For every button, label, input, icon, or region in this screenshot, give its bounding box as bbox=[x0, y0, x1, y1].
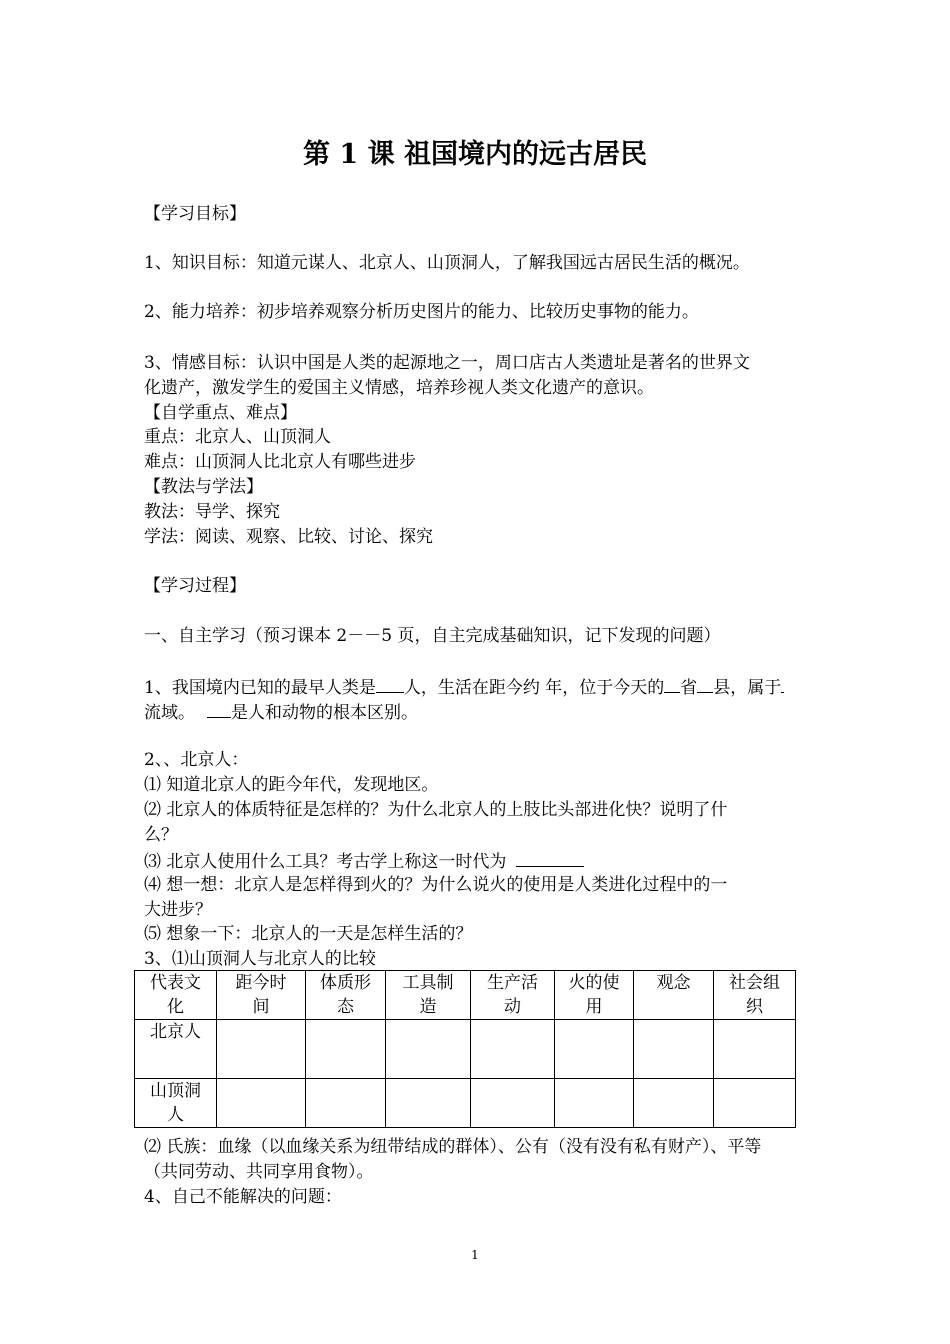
q1-text-b: 人，生活在距今约 年，位于今天的 bbox=[403, 678, 665, 698]
table-header-row bbox=[135, 971, 796, 1020]
header-age bbox=[217, 971, 306, 1020]
goals-heading: 【学习目标】 bbox=[144, 204, 246, 224]
header-text: 用 bbox=[585, 997, 603, 1017]
table-cell[interactable] bbox=[555, 1079, 634, 1128]
question-2-5: ⑸ 想象一下：北京人的一天是怎样生活的？ bbox=[144, 924, 473, 944]
goal-emotion-line1: 3、情感目标：认识中国是人类的起源地之一，周口店古人类遗址是著名的世界文 bbox=[144, 353, 750, 373]
q1-text-f: 是人和动物的根本区别。 bbox=[231, 703, 418, 723]
table-cell[interactable] bbox=[386, 1020, 471, 1079]
focus-key: 重点：北京人、山顶洞人 bbox=[144, 427, 331, 447]
blank-era-name[interactable] bbox=[516, 849, 584, 867]
blank-fundamental-difference[interactable] bbox=[207, 700, 231, 718]
q1-text-a: 1、我国境内已知的最早人类是 bbox=[144, 678, 376, 698]
table-cell[interactable] bbox=[634, 1079, 714, 1128]
header-text: 工具制 bbox=[402, 973, 454, 993]
row-label-upper-cave-man bbox=[135, 1079, 217, 1128]
question-1-line2 bbox=[144, 700, 418, 724]
blank-province[interactable] bbox=[664, 675, 680, 693]
question-2-2-line1: ⑵ 北京人的体质特征是怎样的？为什么北京人的上肢比头部进化快？说明了什 bbox=[144, 800, 728, 820]
header-social-organization bbox=[714, 971, 796, 1020]
table-cell[interactable] bbox=[471, 1020, 555, 1079]
focus-heading: 【自学重点、难点】 bbox=[144, 403, 297, 423]
question-2-3 bbox=[144, 849, 584, 873]
header-text: 体质形 bbox=[320, 973, 371, 993]
question-3-heading: 3、⑴山顶洞人与北京人的比较 bbox=[144, 949, 376, 969]
header-text: 生产活 bbox=[487, 973, 538, 993]
header-text: 代表文 bbox=[150, 973, 201, 993]
header-text: 距今时 bbox=[235, 973, 287, 993]
header-text: 社会组 bbox=[729, 973, 780, 993]
header-text: 火的使 bbox=[568, 973, 620, 993]
page-title: 第 1 课 祖国境内的远古居民 bbox=[303, 139, 647, 170]
table-cell[interactable] bbox=[714, 1020, 796, 1079]
row-label-peking-man bbox=[135, 1020, 217, 1079]
table-cell[interactable] bbox=[217, 1020, 306, 1079]
table-cell[interactable] bbox=[306, 1079, 386, 1128]
header-fire bbox=[555, 971, 634, 1020]
header-text: 造 bbox=[419, 997, 437, 1017]
q1-text-c: 省 bbox=[680, 678, 698, 698]
question-2-2-line2: 么？ bbox=[144, 825, 178, 845]
table-row bbox=[135, 1079, 796, 1128]
header-beliefs bbox=[634, 971, 714, 1020]
row-label-text: 山顶洞 bbox=[150, 1081, 201, 1101]
question-2-4-line1: ⑷ 想一想：北京人是怎样得到火的？为什么说火的使用是人类进化过程中的一 bbox=[144, 875, 728, 895]
comparison-table bbox=[134, 970, 796, 1128]
clan-line2: （共同劳动、共同享用食物）。 bbox=[144, 1162, 374, 1182]
question-2-3-text: ⑶ 北京人使用什么工具？考古学上称这一时代为 bbox=[144, 852, 507, 872]
header-text: 态 bbox=[337, 997, 354, 1017]
clan-line1: ⑵ 氏族：血缘（以血缘关系为纽带结成的群体）、公有（没有没有私有财产）、平等 bbox=[144, 1137, 762, 1157]
blank-river[interactable] bbox=[781, 675, 784, 693]
focus-difficult: 难点：山顶洞人比北京人有哪些进步 bbox=[144, 452, 416, 472]
page-number: 1 bbox=[471, 1248, 479, 1262]
section-self-study: 一、自主学习（预习课本 2－－5 页，自主完成基础知识，记下发现的问题） bbox=[144, 626, 721, 646]
header-text: 动 bbox=[504, 997, 521, 1017]
question-2-heading: 2、、北京人： bbox=[144, 750, 249, 770]
table-cell[interactable] bbox=[634, 1020, 714, 1079]
blank-county[interactable] bbox=[697, 675, 713, 693]
header-representative bbox=[135, 971, 217, 1020]
table-cell[interactable] bbox=[306, 1020, 386, 1079]
header-text: 织 bbox=[746, 997, 763, 1017]
header-physique bbox=[306, 971, 386, 1020]
question-2-4-line2: 大进步？ bbox=[144, 900, 212, 920]
process-heading: 【学习过程】 bbox=[144, 576, 246, 596]
table-cell[interactable] bbox=[471, 1079, 555, 1128]
q1-text-d: 县，属于 bbox=[713, 678, 782, 698]
blank-earliest-human[interactable] bbox=[376, 675, 404, 693]
header-text: 观念 bbox=[656, 973, 691, 993]
row-label-text: 北京人 bbox=[150, 1022, 201, 1042]
table-cell[interactable] bbox=[555, 1020, 634, 1079]
table-row bbox=[135, 1020, 796, 1079]
row-label-text: 人 bbox=[167, 1105, 184, 1125]
goal-emotion-line2: 化遗产，激发学生的爱国主义情感，培养珍视人类文化遗产的意识。 bbox=[144, 378, 654, 398]
header-text: 化 bbox=[167, 997, 184, 1017]
goal-ability: 2、能力培养：初步培养观察分析历史图片的能力、比较历史事物的能力。 bbox=[144, 302, 699, 322]
q1-text-e: 流域。 bbox=[144, 703, 195, 723]
header-text: 间 bbox=[252, 997, 270, 1017]
question-4: 4、自己不能解决的问题： bbox=[144, 1187, 342, 1207]
question-2-1: ⑴ 知道北京人的距今年代，发现地区。 bbox=[144, 775, 439, 795]
header-production bbox=[471, 971, 555, 1020]
goal-knowledge: 1、知识目标：知道元谋人、北京人、山顶洞人，了解我国远古居民生活的概况。 bbox=[144, 253, 750, 273]
methods-heading: 【教法与学法】 bbox=[144, 477, 263, 497]
question-1-line1 bbox=[144, 675, 784, 699]
methods-teaching: 教法：导学、探究 bbox=[144, 502, 280, 522]
table-cell[interactable] bbox=[714, 1079, 796, 1128]
table-cell[interactable] bbox=[217, 1079, 306, 1128]
table-cell[interactable] bbox=[386, 1079, 471, 1128]
header-tools bbox=[386, 971, 471, 1020]
methods-learning: 学法：阅读、观察、比较、讨论、探究 bbox=[144, 527, 433, 547]
